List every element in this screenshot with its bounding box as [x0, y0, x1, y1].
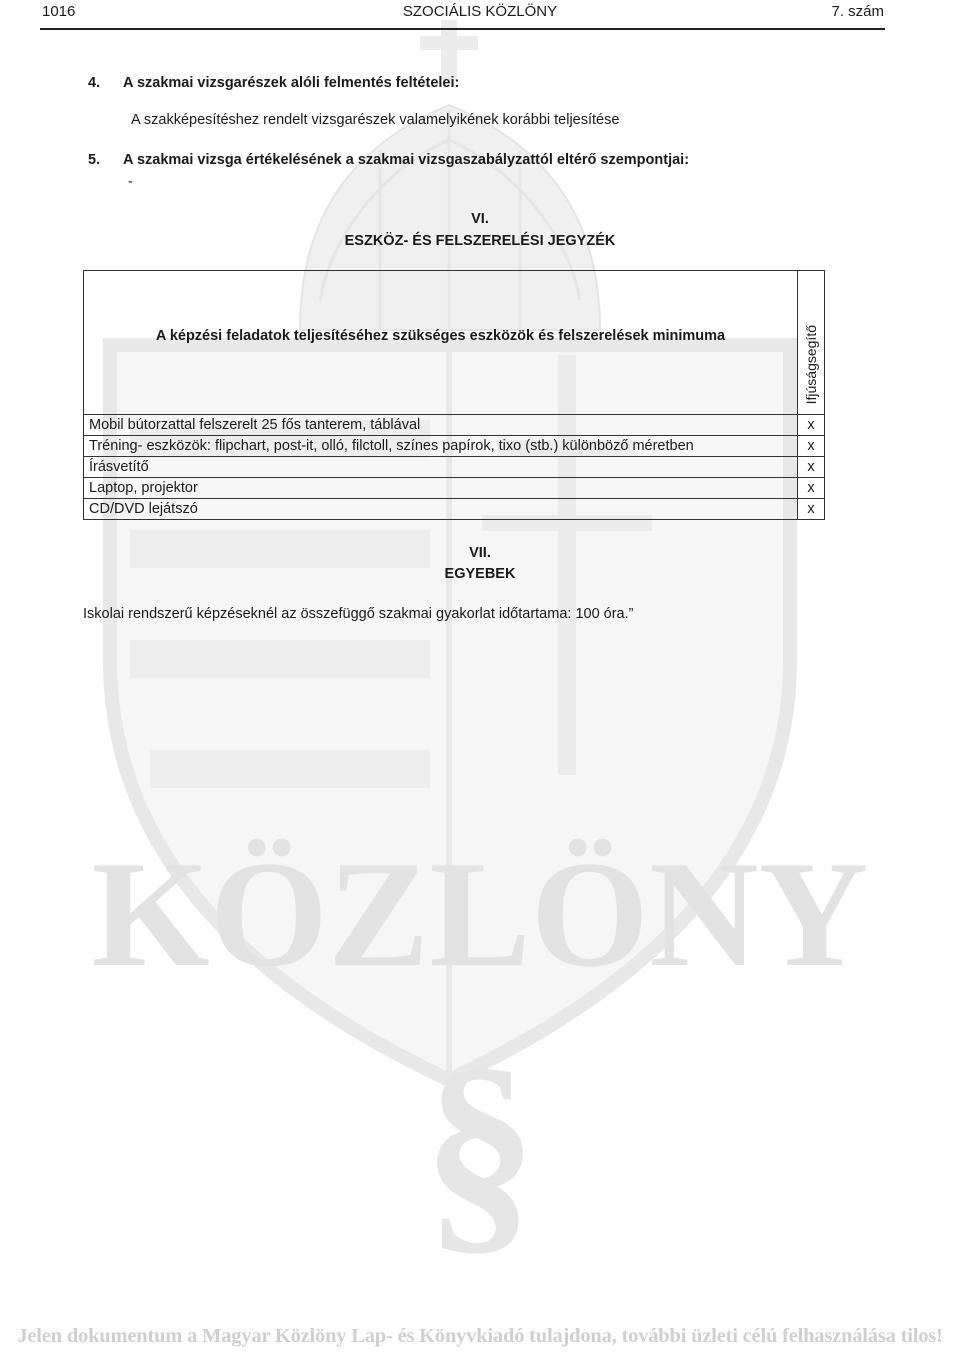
page-number: 1016 [42, 3, 76, 20]
section-4-text: A szakképesítéshez rendelt vizsgarészek valamelyikének korábbi teljesítése [131, 112, 620, 128]
row-mark: x [798, 499, 825, 520]
equipment-table [83, 270, 825, 520]
paragraph-sign-icon: § [422, 1020, 538, 1275]
table-row [84, 415, 825, 436]
chapter-7-numeral: VII. [469, 545, 491, 561]
table-row [84, 436, 825, 457]
section-4-title: A szakmai vizsgarészek alóli felmentés feltételei: [123, 75, 460, 91]
row-item: CD/DVD lejátszó [84, 499, 798, 520]
column-header: Ifjúságsegítő [803, 324, 819, 404]
table-header: A képzési feladatok teljesítéséhez szükséges eszközök és felszerelések minimuma [84, 271, 798, 415]
section-5-title: A szakmai vizsga értékelésének a szakmai vizsgaszabályzattól eltérő szempontjai: [123, 152, 690, 168]
row-item: Írásvetítő [84, 457, 798, 478]
section-5-text: - [128, 174, 133, 190]
table-row [84, 457, 825, 478]
chapter-6-numeral: VI. [471, 211, 489, 227]
row-item: Tréning- eszközök: flipchart, post-it, olló, filctoll, színes papírok, tixo (stb.) különböző méretben [84, 436, 798, 457]
row-item: Mobil bútorzattal felszerelt 25 fős tanterem, táblával [84, 415, 798, 436]
table-row [84, 478, 825, 499]
row-mark: x [798, 415, 825, 436]
table-header-row [84, 271, 825, 415]
copyright-notice: Jelen dokumentum a Magyar Közlöny Lap- és Könyvkiadó tulajdona, további üzleti célú felhasználása tilos! [17, 1325, 943, 1347]
journal-title: SZOCIÁLIS KÖZLÖNY [402, 3, 558, 20]
table-row [84, 499, 825, 520]
row-item: Laptop, projektor [84, 478, 798, 499]
issue-number: 7. szám [831, 3, 884, 20]
row-mark: x [798, 478, 825, 499]
chapter-6-title: ESZKÖZ- ÉS FELSZERELÉSI JEGYZÉK [344, 233, 616, 249]
row-mark: x [798, 436, 825, 457]
row-mark: x [798, 457, 825, 478]
section-5-number: 5. [88, 152, 101, 168]
section-4-number: 4. [88, 75, 101, 91]
column-header-cell [798, 271, 825, 415]
watermark-word: KÖZLÖNY [91, 830, 869, 998]
chapter-7-text: Iskolai rendszerű képzéseknél az összefüggő szakmai gyakorlat időtartama: 100 óra.” [83, 606, 634, 622]
header-rule [40, 28, 885, 30]
chapter-7-title: EGYEBEK [444, 566, 516, 582]
